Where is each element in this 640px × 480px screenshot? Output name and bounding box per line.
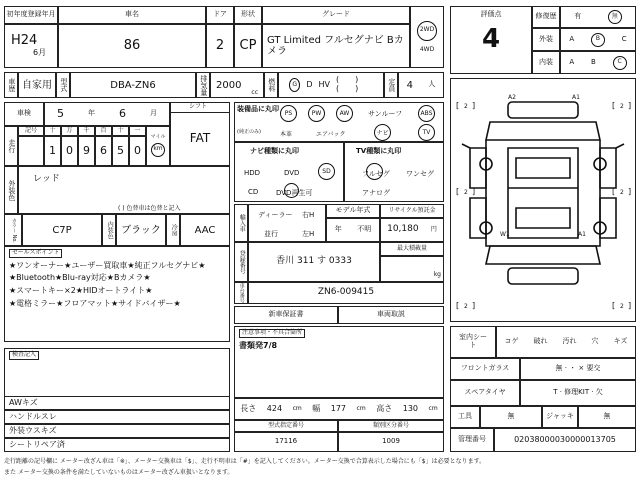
disp-value: 2000 <box>215 79 242 91</box>
length-label: 長さ <box>240 403 257 413</box>
drive-2wd: 2WD <box>417 21 437 41</box>
mileage-digit-header: 十 <box>112 126 129 136</box>
disp-label: 排気量 <box>196 72 210 98</box>
use-value: 自家用 <box>18 72 56 98</box>
inspection-year-unit: 年 <box>88 109 95 118</box>
first-reg-month-unit: 月 <box>38 47 47 57</box>
interior-b: B <box>590 57 596 66</box>
interior-c: C <box>613 56 627 70</box>
first-reg-year: H24 <box>11 33 38 49</box>
navi-dvd-play: DVD再生可 <box>276 189 313 197</box>
interior-a: A <box>569 57 575 66</box>
repair-label: 修復歴 <box>532 6 560 28</box>
sales-points-box <box>4 246 230 342</box>
color-no-label: カラー No. <box>4 214 22 246</box>
drive-type-box <box>410 6 444 68</box>
import-left: 左H <box>302 230 315 238</box>
inspector-line-4: シートリペア済 <box>4 438 230 452</box>
model-year-label: モデル年式 <box>326 204 380 218</box>
car-name-label: 車名 <box>58 6 206 24</box>
fuel-box <box>278 72 384 98</box>
first-reg-label: 初年度登録年月 <box>4 6 58 24</box>
jack-label: ジャッキ <box>542 406 578 428</box>
type-cert-value: 17116 <box>234 432 338 452</box>
grade-label: グレード <box>262 6 410 24</box>
chassis-label: 車台番号 <box>234 282 248 304</box>
dimensions-box <box>234 398 444 420</box>
inspection-month-unit: 月 <box>150 109 157 118</box>
seat-label: 室内シート <box>450 326 496 358</box>
fuel-gasoline: G <box>289 78 300 92</box>
exterior-label: 外装 <box>532 28 560 51</box>
chassis-value: ZN6-009415 <box>248 282 444 304</box>
import-parallel: 並行 <box>264 230 278 238</box>
mileage-digit-header: 一 <box>129 126 146 136</box>
mileage-digit-header: 百 <box>95 126 112 136</box>
mileage-unit-km: km <box>151 143 165 157</box>
color-no-value: C7P <box>22 214 102 246</box>
registration-value: 香川 311 す 0333 <box>248 242 380 282</box>
svg-text:[: [ <box>456 101 460 110</box>
interior-color-value: ブラック <box>116 214 166 246</box>
mileage-digit: 1 <box>44 136 61 166</box>
svg-text:[: [ <box>612 101 616 110</box>
door-label: ドア <box>206 6 234 24</box>
grade-value: GT Limited フルセグナビ Bカメラ <box>262 24 410 68</box>
svg-text:]: ] <box>472 301 476 310</box>
repair-box <box>560 6 636 28</box>
model-year-year: 年 <box>334 225 342 234</box>
tv-analog: アナログ <box>362 189 390 197</box>
shift-label: シフト <box>170 102 230 112</box>
type-cert-label: 型式指定番号 <box>234 420 338 432</box>
mileage-digit-header: 万 <box>61 126 78 136</box>
svg-text:[: [ <box>612 187 616 196</box>
import-right: 右H <box>302 211 315 219</box>
inspector-line-3: 外装ウスキズ <box>4 424 230 438</box>
diag-paren-tl: 2 <box>464 103 468 110</box>
tools-value: 無 <box>480 406 542 428</box>
repair-yes: 有 <box>574 12 582 21</box>
svg-text:]: ] <box>472 187 476 196</box>
seat-stain: 汚れ <box>562 337 577 346</box>
color-note: ( ) 色替車は色替と記入 <box>118 205 181 212</box>
diag-paren-tr: 2 <box>620 103 624 110</box>
model-value: DBA-ZN6 <box>70 72 196 98</box>
mileage-digit: 0 <box>61 136 78 166</box>
capacity-label: 定員 <box>384 72 398 98</box>
car-name-value: 86 <box>58 24 206 68</box>
disp-box <box>210 72 264 98</box>
fuel-diesel: D <box>306 79 313 89</box>
tv-fullseg-circle <box>366 163 383 180</box>
ac-label: 冷房 <box>166 214 180 246</box>
shape-label: 形状 <box>234 6 262 24</box>
tools-label: 工具 <box>450 406 480 428</box>
jack-value: 無 <box>578 406 636 428</box>
inspection-year: 5 <box>57 106 64 120</box>
seat-scratch: キズ <box>613 337 628 346</box>
seat-tear: 破れ <box>533 337 548 346</box>
diag-paren-bl: 2 <box>464 303 468 310</box>
interior-color-label: 内装色 <box>102 214 116 246</box>
use-label: 車歴 <box>4 72 18 98</box>
mileage-digit-header: 千 <box>78 126 95 136</box>
sales-point-line-3: ★スマートキー×2★HIDオートライト★ <box>9 286 153 296</box>
width-unit: cm <box>356 404 366 412</box>
model-year-unknown: 不明 <box>357 225 372 234</box>
exterior-box <box>560 28 636 51</box>
shift-value: FAT <box>170 112 230 166</box>
load-unit: kg <box>380 256 444 282</box>
color-value: レッド <box>18 166 230 214</box>
inspection-month: 6 <box>119 106 126 120</box>
diag-paren-mr: 2 <box>620 189 624 196</box>
svg-text:[: [ <box>612 301 616 310</box>
notes-box <box>234 326 444 398</box>
diag-label-a1-bottom: A1 <box>578 231 586 238</box>
equip-tv: TV <box>418 124 435 141</box>
class-value: 1009 <box>338 432 444 452</box>
mileage-unit-box <box>146 126 170 166</box>
seat-box <box>496 326 636 358</box>
mileage-digit: 5 <box>112 136 129 166</box>
import-label: 輸入車 <box>234 204 248 242</box>
navi-hdd: HDD <box>244 169 261 177</box>
car-outline-diagram <box>450 78 636 322</box>
diag-label-a1-top: A1 <box>572 94 580 101</box>
svg-text:]: ] <box>628 187 632 196</box>
mileage-digit: 0 <box>129 136 146 166</box>
ac-value: AAC <box>180 214 230 246</box>
svg-text:]: ] <box>628 301 632 310</box>
registration-label: 登録番号 <box>234 242 248 282</box>
notes-value: 書類発7/8 <box>239 340 278 350</box>
shape-value: CP <box>234 24 262 68</box>
windshield-options: 無 · ・ × 要交 <box>520 358 636 380</box>
equip-pw: PW <box>308 105 325 122</box>
load-label: 最大積載量 <box>380 242 444 256</box>
capacity-value: 4 <box>406 79 414 91</box>
fuel-other: ( ) ( ) <box>336 75 375 93</box>
capacity-box <box>398 72 444 98</box>
equip-aw: AW <box>336 105 353 122</box>
svg-text:]: ] <box>628 101 632 110</box>
fuel-label: 燃料 <box>264 72 278 98</box>
width-value: 177 <box>330 403 347 413</box>
warranty-new-car: 新車保証書 <box>234 306 338 324</box>
interior-grade-label: 内装 <box>532 51 560 74</box>
import-dealer: ディーラー <box>258 211 293 219</box>
capacity-unit: 人 <box>428 80 436 89</box>
windshield-label: フロントガラス <box>450 358 520 380</box>
svg-text:]: ] <box>472 101 476 110</box>
equip-sunroof: サンルーフ <box>368 110 403 118</box>
mileage-mark-label: 記号 <box>18 126 44 136</box>
mileage-unit-mile: マイル <box>150 134 166 141</box>
seat-hole: 穴 <box>591 337 599 346</box>
mileage-label: 走行 <box>4 126 18 166</box>
inspector-label: 検査記入 <box>9 351 39 360</box>
svg-text:[: [ <box>456 187 460 196</box>
diag-paren-br: 2 <box>620 303 624 310</box>
notes-label: 注意事項・不具合箇所 <box>239 329 305 338</box>
height-unit: cm <box>428 404 438 412</box>
navi-cd: CD <box>248 188 259 196</box>
inspection-box <box>44 102 170 126</box>
tv-oneseg: ワンセグ <box>406 170 434 178</box>
disp-unit: cc <box>251 89 259 97</box>
recycle-label: リサイクル預託金 <box>380 204 444 218</box>
color-label: 外装色 <box>4 166 18 214</box>
spare-options: T · 修理KIT · 欠 <box>520 380 636 406</box>
recycle-value: 10,180 <box>387 224 419 235</box>
diag-label-a2: A2 <box>508 94 516 101</box>
class-label: 類別区分番号 <box>338 420 444 432</box>
mileage-mark-value[interactable] <box>18 136 44 166</box>
model-label: 型式 <box>56 72 70 98</box>
equip-abs: ABS <box>418 105 435 122</box>
interior-grade-box <box>560 51 636 74</box>
first-reg-box <box>4 24 58 68</box>
mileage-digit: 9 <box>78 136 95 166</box>
sales-point-line-4: ★電格ミラー★フロアマット★サイドバイザー★ <box>9 298 181 308</box>
navi-dvd: DVD <box>284 169 300 177</box>
equip-navi: ナビ <box>374 124 391 141</box>
navi-dvd-play-circle <box>284 183 299 198</box>
footer-line-2: また メーター交換の条件を満たしていないものはメーター改ざん車扱いとなります。 <box>4 469 234 476</box>
sales-point-line-1: ★ワンオーナー★ユーザー買取車★純正フルセグナビ★ <box>9 260 206 270</box>
equipment-label: 装備品に丸印 <box>237 105 279 113</box>
svg-text:[: [ <box>456 301 460 310</box>
equip-leather: 本革 <box>280 131 293 138</box>
exterior-a: A <box>569 34 575 43</box>
spare-label: スペアタイヤ <box>450 380 520 406</box>
score-box <box>450 6 532 74</box>
diag-label-w1: W1 <box>500 231 510 238</box>
score-label: 評価点 <box>480 10 502 18</box>
height-value: 130 <box>402 403 419 413</box>
inspector-line-2: ハンドルスレ <box>4 410 230 424</box>
fuel-hybrid: HV <box>318 79 330 89</box>
footer-line-1: 走行距離の記号欄に メーター改ざん車は「※」、メーター交換車は「$」、走行不明車は「#」を記入してください。メーター交換で合算表示した場合にも「$」は必要となります。 <box>4 458 486 465</box>
model-year-box <box>326 218 380 242</box>
warranty-manual: 車両取説 <box>338 306 444 324</box>
score-value: 4 <box>481 23 501 54</box>
exterior-b: B <box>591 33 605 47</box>
length-unit: cm <box>292 404 302 412</box>
equipment-sub-label: (純正のみ) <box>237 129 261 135</box>
repair-no: 無 <box>608 10 622 24</box>
tv-label: TV種類に丸印 <box>356 147 402 155</box>
first-reg-month: 6 <box>33 47 39 57</box>
mgmt-value: 02038000030000013705 <box>494 428 636 452</box>
height-label: 高さ <box>376 403 393 413</box>
inspector-line-1: AWキズ <box>4 396 230 410</box>
doors-value: 2 <box>206 24 234 68</box>
drive-4wd: 4WD <box>419 45 435 53</box>
exterior-c: C <box>621 34 627 43</box>
tv-fullseg: フルセグ <box>362 170 390 178</box>
seat-burn: コゲ <box>504 337 519 346</box>
mileage-digit: 6 <box>95 136 112 166</box>
navi-sd: SD <box>318 163 335 180</box>
diag-paren-ml: 2 <box>464 189 468 196</box>
mileage-digit-header: 十 <box>44 126 61 136</box>
sales-point-line-2: ★Bluetooth★Blu-ray対応★Bカメラ★ <box>9 273 151 283</box>
width-label: 幅 <box>312 403 321 413</box>
inspection-label: 車検 <box>4 102 44 126</box>
sales-points-label: セールスポイント <box>9 249 62 258</box>
equip-ps: PS <box>280 105 297 122</box>
navi-label: ナビ種類に丸印 <box>250 147 299 155</box>
length-value: 424 <box>266 403 283 413</box>
equip-airbag: エアバック <box>316 131 346 138</box>
recycle-box <box>380 218 444 242</box>
recycle-unit: 円 <box>430 225 437 233</box>
mgmt-label: 管理番号 <box>450 428 494 452</box>
